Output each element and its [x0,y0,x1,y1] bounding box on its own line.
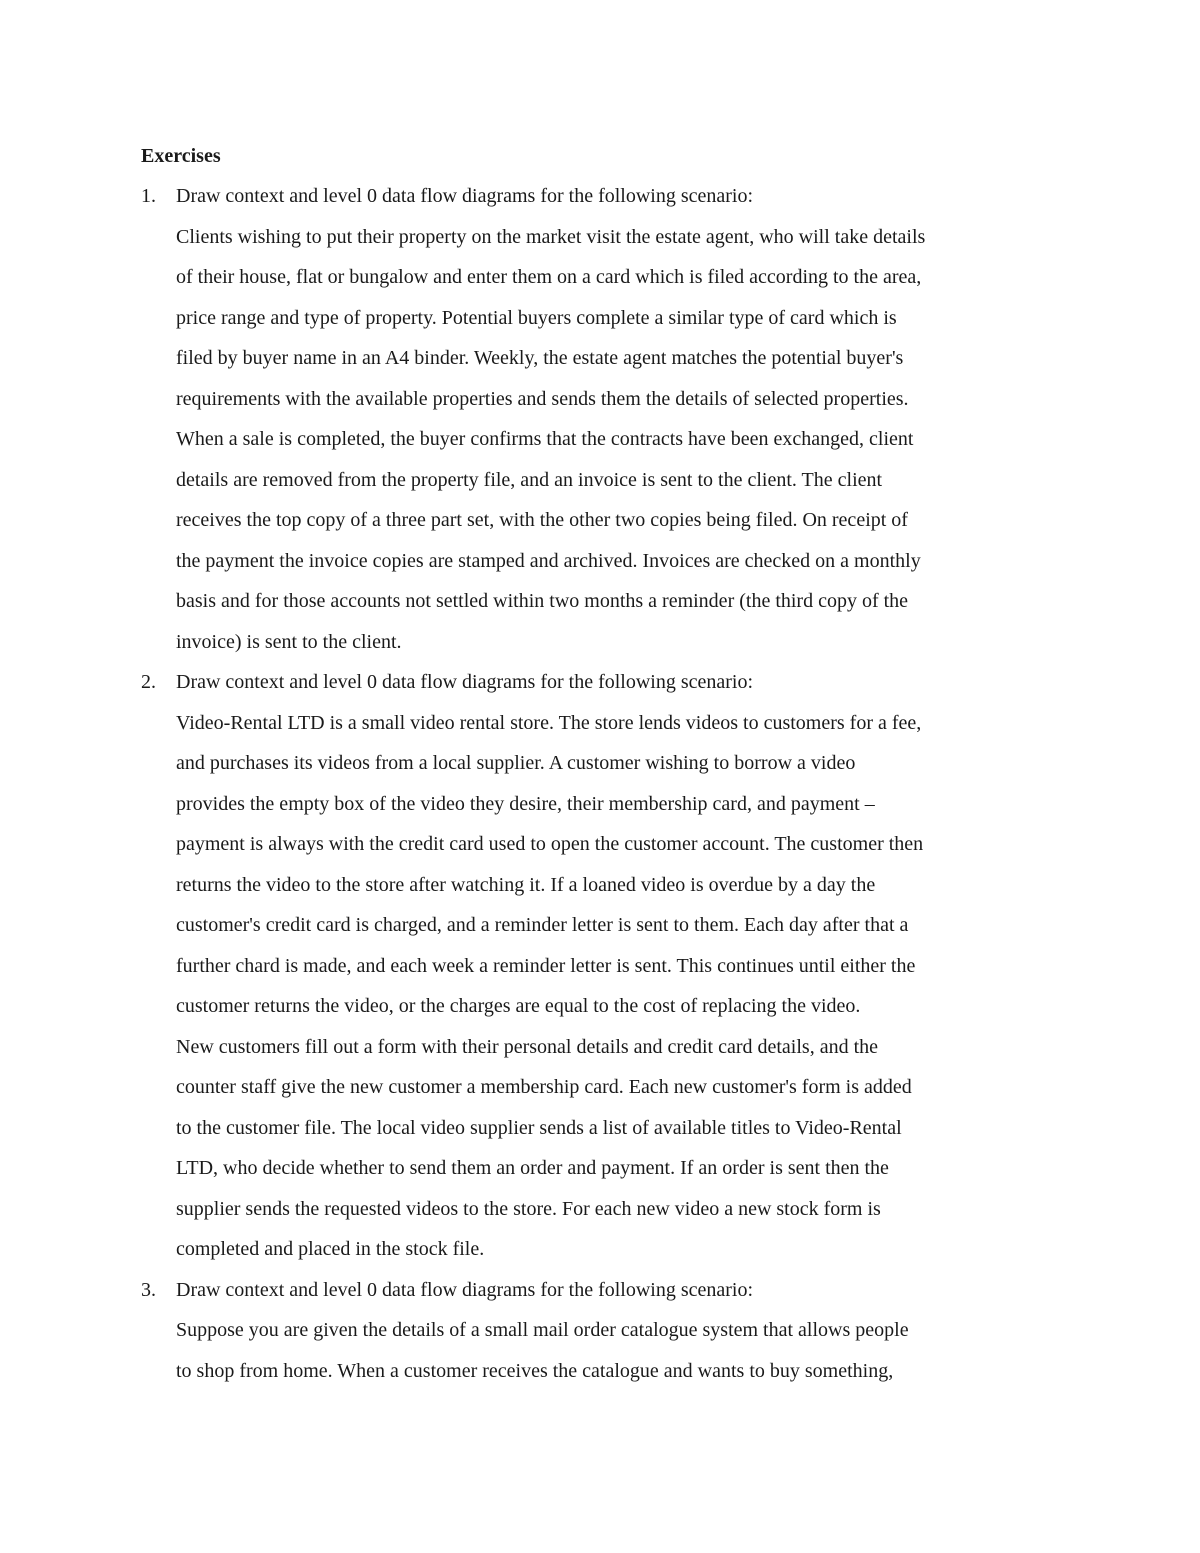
document-page [141,136,1066,1391]
exercise-text-line: LTD, who decide whether to send them an order and payment. If an order is sent then the [176,1157,889,1179]
exercise-text-line: filed by buyer name in an A4 binder. Weekly, the estate agent matches the potential buyer's [176,347,904,369]
exercise-instruction: Draw context and level 0 data flow diagrams for the following scenario: [176,671,754,693]
exercise-text-line: the payment the invoice copies are stamped and archived. Invoices are checked on a monthly [176,549,921,572]
exercise-text-line: completed and placed in the stock file. [176,1238,485,1260]
exercise-text-line: returns the video to the store after watching it. If a loaned video is overdue by a day the [176,873,876,896]
exercise-number: 3. [141,1278,156,1301]
exercise-text-line: payment is always with the credit card used to open the customer account. The customer then [176,833,924,855]
exercise-text-line: provides the empty box of the video they desire, their membership card, and payment – [176,792,875,815]
exercise-text-line: to the customer file. The local video supplier sends a list of available titles to Video-Rental [176,1116,902,1139]
exercise-text-line: basis and for those accounts not settled within two months a reminder (the third copy of the [176,590,909,612]
exercise-text-line: When a sale is completed, the buyer confirms that the contracts have been exchanged, client [176,428,914,450]
exercise-text-line: supplier sends the requested videos to the store. For each new video a new stock form is [176,1197,881,1220]
exercise-text-line: customer returns the video, or the charges are equal to the cost of replacing the video. [176,995,861,1017]
exercise-text-line: counter staff give the new customer a membership card. Each new customer's form is added [176,1076,912,1098]
exercise-text-line: receives the top copy of a three part set, with the other two copies being filed. On receipt of [176,509,908,531]
exercise-text-line: invoice) is sent to the client. [176,630,402,653]
exercise-text-line: Clients wishing to put their property on the market visit the estate agent, who will take details [176,225,926,248]
exercise-number: 2. [141,671,156,693]
exercise-text-line: further chard is made, and each week a reminder letter is sent. This continues until either the [176,954,916,977]
exercise-item [141,1270,1066,1392]
exercise-text-line: price range and type of property. Potential buyers complete a similar type of card which is [176,306,897,329]
exercise-instruction: Draw context and level 0 data flow diagrams for the following scenario: [176,1278,754,1301]
exercise-number: 1. [141,185,156,207]
exercise-text-line: and purchases its videos from a local supplier. A customer wishing to borrow a video [176,752,856,774]
exercise-text-line: customer's credit card is charged, and a reminder letter is sent to them. Each day after that a [176,914,909,936]
exercise-instruction: Draw context and level 0 data flow diagrams for the following scenario: [176,185,754,207]
exercise-item [141,662,1066,1270]
exercise-text-line: requirements with the available properties and sends them the details of selected properties. [176,387,909,410]
exercise-text-line: of their house, flat or bungalow and enter them on a card which is filed according to the area, [176,266,922,288]
exercise-text-line: Video-Rental LTD is a small video rental store. The store lends videos to customers for a fee, [176,711,922,734]
exercise-text-line: New customers fill out a form with their personal details and credit card details, and the [176,1035,879,1058]
exercise-text-line: Suppose you are given the details of a small mail order catalogue system that allows people [176,1319,909,1341]
exercise-list [141,176,1066,1391]
exercise-text-line: to shop from home. When a customer receives the catalogue and wants to buy something, [176,1359,894,1382]
exercise-text-line: details are removed from the property file, and an invoice is sent to the client. The client [176,468,883,491]
page-heading: Exercises [141,145,221,167]
exercise-item [141,176,1066,662]
